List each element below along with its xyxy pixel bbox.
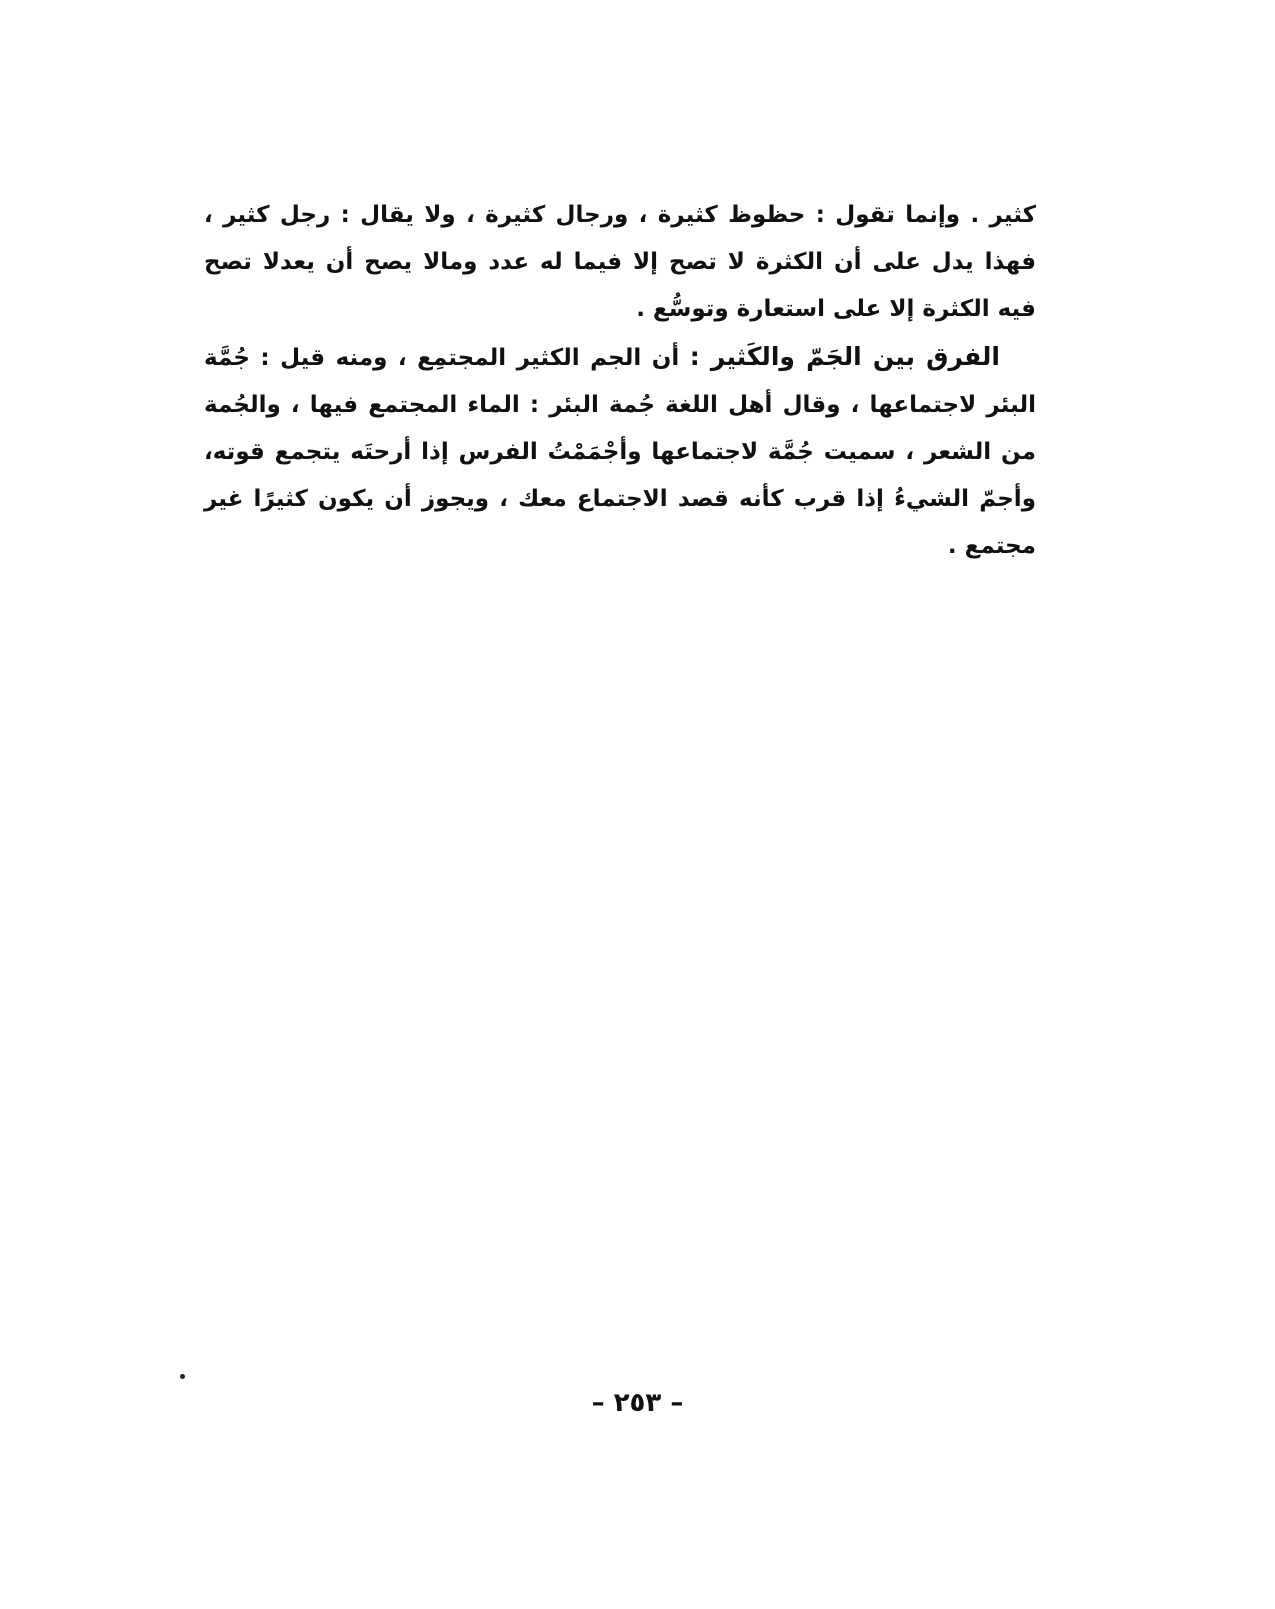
paragraph-entry	[204, 333, 1036, 570]
page-number: – ٢٥٣ –	[591, 1388, 684, 1418]
entry-heading: الفرق بين الجَمّ والكَثير :	[689, 342, 1000, 371]
scan-speck	[180, 1374, 185, 1379]
entry-body: أن الجم الكثير المجتمِع ، ومنه قيل : جُمَّة البئر لاجتماعها ، وقال أهل اللغة جُمة البئر : الماء المجتمع فيها ، والجُمة من الشعر ، سميت جُمَّة لاجتماعها وأجْمَمْتُ الفرس إذا أرحتَه يتجمع قوته، وأجمّ الشيءُ إذا قرب كأنه قصد الاجتماع معك ، ويجوز أن يكون كثيرًا غير مجتمع .	[204, 345, 1036, 559]
body-text	[204, 192, 1036, 570]
paragraph-continued: كثير . وإنما تقول : حظوظ كثيرة ، ورجال كثيرة ، ولا يقال : رجل كثير ، فهذا يدل على أن الكثرة لا تصح إلا فيما له عدد ومالا يصح أن يعدلا تصح فيه الكثرة إلا على استعارة وتوسُّع .	[204, 202, 1036, 322]
